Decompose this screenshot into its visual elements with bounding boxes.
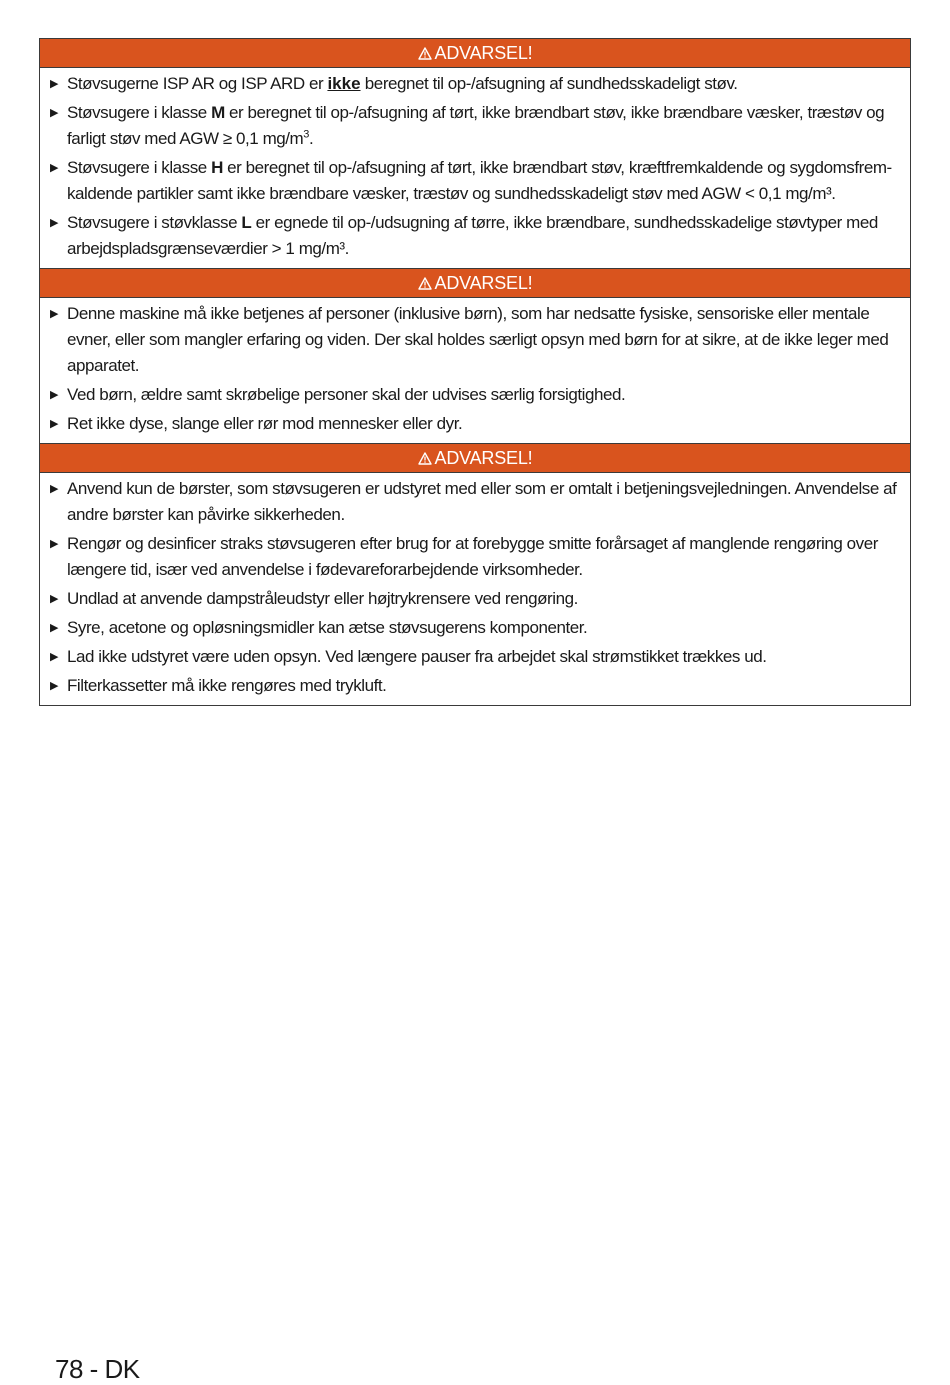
warning-box-2 — [39, 268, 911, 444]
bullet-arrow-icon: ▶ — [50, 593, 59, 605]
warning-triangle-icon — [418, 445, 432, 473]
class-letter: H — [211, 158, 223, 177]
bullet-arrow-icon: ▶ — [50, 389, 59, 401]
list-item: ▶ Syre, acetone og opløsningsmidler kan ætse støvsugerens komponenter. — [48, 615, 900, 641]
bullet-arrow-icon: ▶ — [50, 680, 59, 692]
bullet-arrow-icon: ▶ — [50, 622, 59, 634]
bullet-arrow-icon: ▶ — [50, 217, 59, 229]
list-item: ▶ Undlad at anvende dampstråleudstyr eller højtrykrensere ved rengøring. — [48, 586, 900, 612]
list-item: ▶ Ved børn, ældre samt skrøbelige personer skal der udvises særlig forsigtighed. — [48, 382, 900, 408]
list-item: ▶ Rengør og desinficer straks støvsugeren efter brug for at forebygge smitte forårsaget af manglende rengøring over længere tid, især ved anvendelse i fødevareforarbejdende virksomheder. — [48, 531, 900, 583]
warning-header — [40, 444, 910, 473]
list-item: ▶ Støvsugere i støvklasse L er egnede til op-/udsugning af tørre, ikke brændbare, sundhedsskadelige støvtyper med arbejdspladsgrænseværdier > 1 mg/m³. — [48, 210, 900, 262]
warning-title: ADVARSEL! — [434, 448, 533, 468]
bullet-arrow-icon: ▶ — [50, 162, 59, 174]
bullet-arrow-icon: ▶ — [50, 107, 59, 119]
bullet-arrow-icon: ▶ — [50, 538, 59, 550]
list-item: ▶ Støvsugere i klasse M er beregnet til op-/afsugning af tørt, ikke brændbart støv, ikke brændbare væsker, træstøv og farligt støv med AGW ≥ 0,1 $mg/m^3$. — [48, 100, 900, 152]
emphasis-keyword: ikke — [327, 74, 361, 93]
bullet-arrow-icon: ▶ — [50, 483, 59, 495]
class-letter: L — [241, 213, 252, 232]
list-item: ▶ Ret ikke dyse, slange eller rør mod mennesker eller dyr. — [48, 411, 900, 437]
warning-title: ADVARSEL! — [434, 43, 533, 63]
list-item: ▶ Støvsugere i klasse H er beregnet til op-/afsugning af tørt, ikke brændbart støv, kræftfremkaldende og sygdomsfrem-kaldende partikler samt ikke brændbare væsker, træstøv og sundhedsskadeligt støv med AGW < 0,1 mg/m³. — [48, 155, 900, 207]
warning-triangle-icon — [418, 270, 432, 298]
warning-header — [40, 39, 910, 68]
warning-title: ADVARSEL! — [434, 273, 533, 293]
warning-list — [40, 473, 910, 705]
warning-box-1 — [39, 38, 911, 269]
warning-box-3 — [39, 443, 911, 706]
bullet-arrow-icon: ▶ — [50, 78, 59, 90]
warning-list — [40, 298, 910, 443]
warning-list — [40, 68, 910, 268]
list-item: ▶ Anvend kun de børster, som støvsugeren er udstyret med eller som er omtalt i betjeningsvejledningen. Anvendelse af andre børster kan påvirke sikkerheden. — [48, 476, 900, 528]
class-letter: M — [211, 103, 225, 122]
list-item: ▶ Lad ikke udstyret være uden opsyn. Ved længere pauser fra arbejdet skal strømstikket trækkes ud. — [48, 644, 900, 670]
list-item: ▶ Denne maskine må ikke betjenes af personer (inklusive børn), som har nedsatte fysiske, sensoriske eller mentale evner, eller som mangler erfaring og viden. Der skal holdes særligt opsyn med børn for at sikre, at de ikke leger med apparatet. — [48, 301, 900, 379]
list-item: ▶ Støvsugerne ISP AR og ISP ARD er ikke beregnet til op-/afsugning af sundhedsskadeligt støv. — [48, 71, 900, 97]
bullet-arrow-icon: ▶ — [50, 308, 59, 320]
list-item: ▶ Filterkassetter må ikke rengøres med trykluft. — [48, 673, 900, 699]
bullet-arrow-icon: ▶ — [50, 651, 59, 663]
page-number: 78 - DK — [55, 1354, 140, 1384]
warning-triangle-icon — [418, 40, 432, 68]
warning-header — [40, 269, 910, 298]
bullet-arrow-icon: ▶ — [50, 418, 59, 430]
